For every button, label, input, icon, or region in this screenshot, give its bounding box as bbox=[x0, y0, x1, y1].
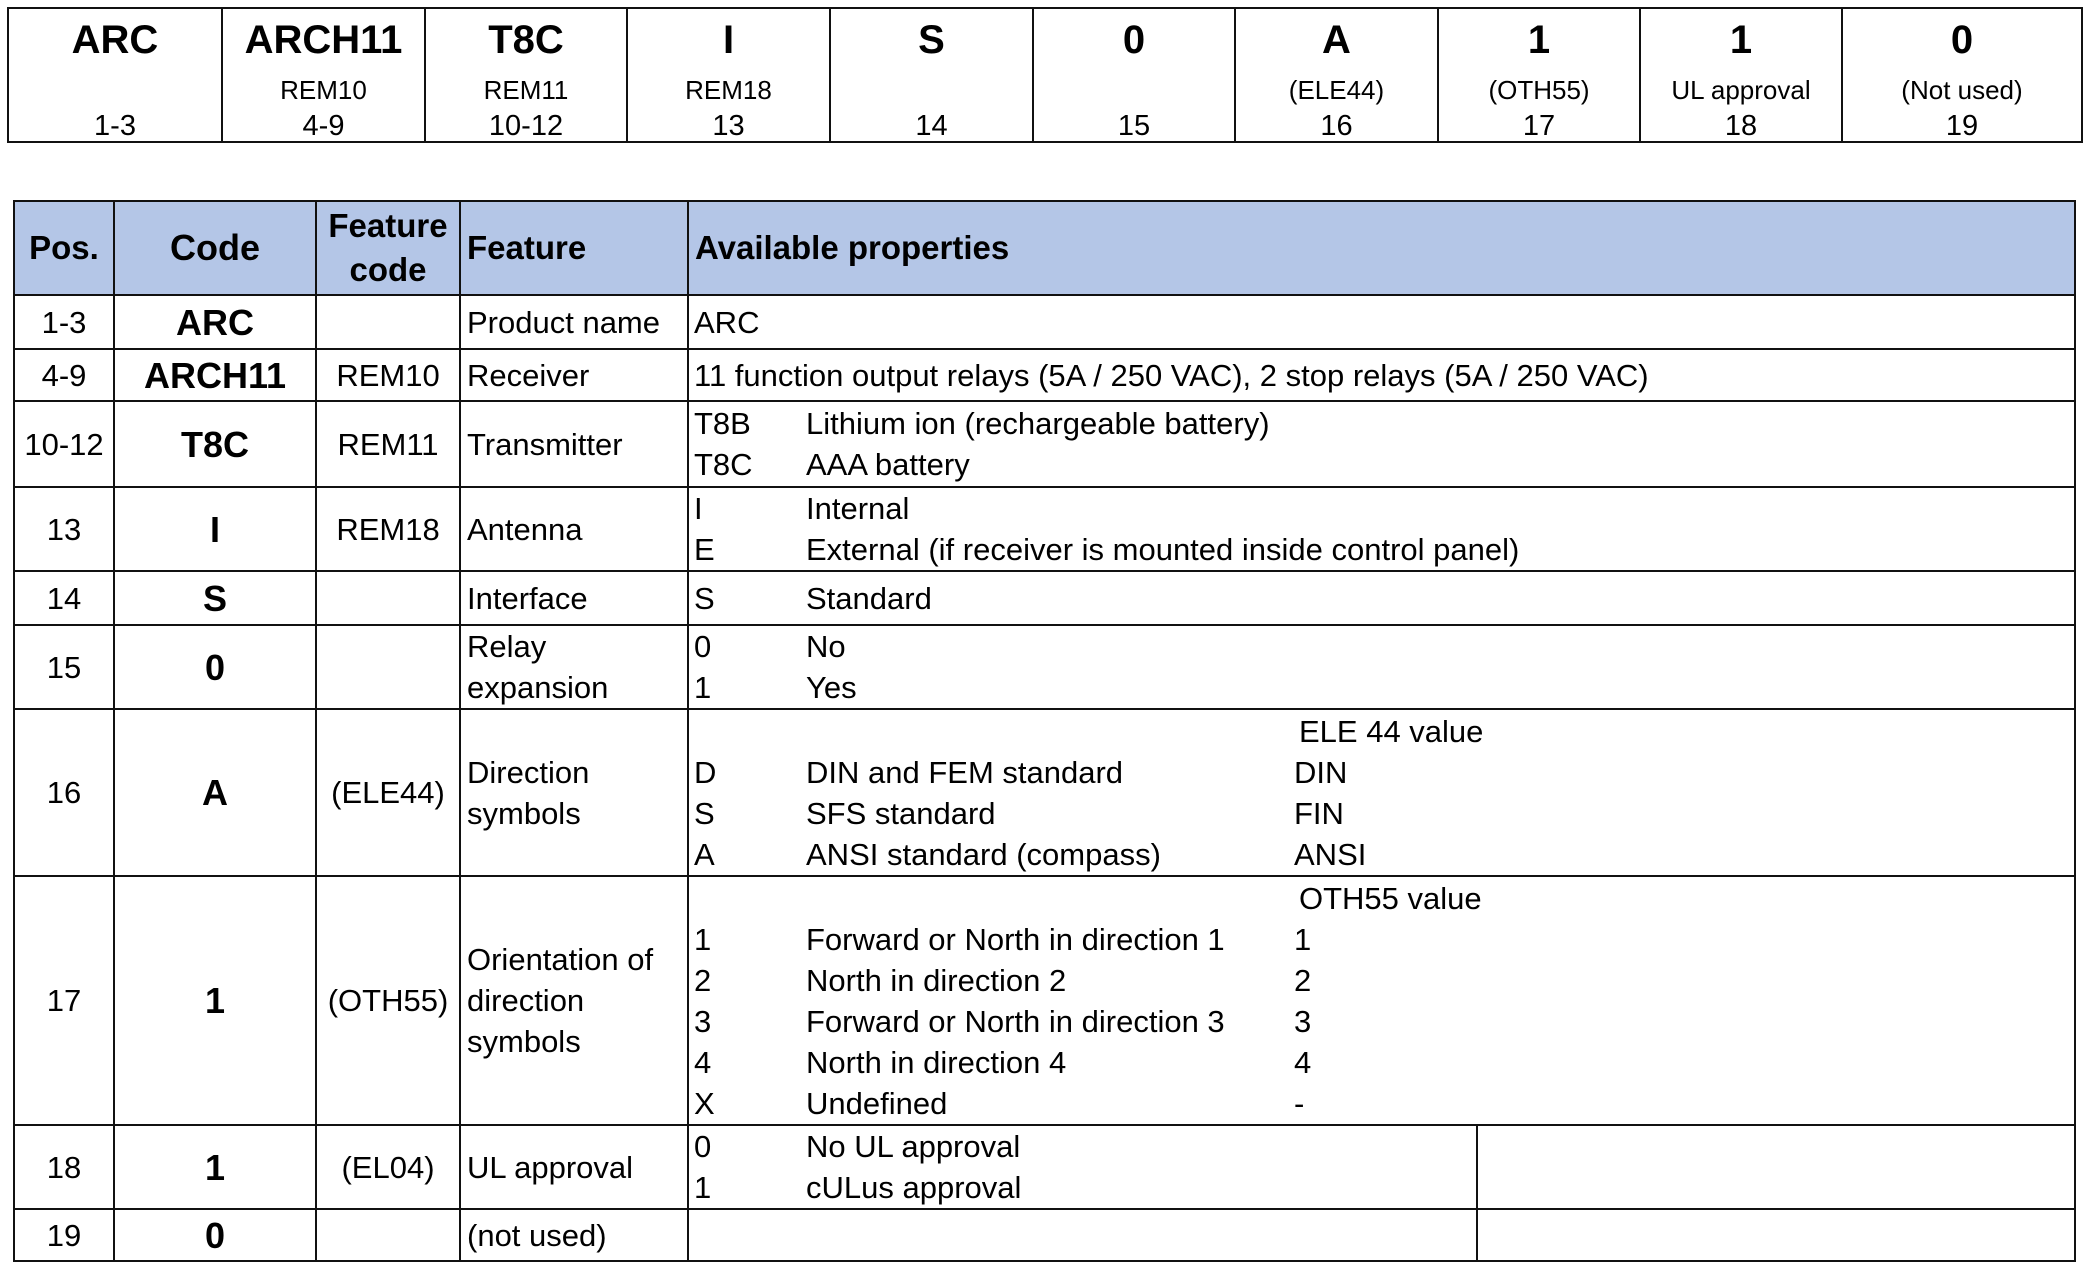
code-bar-feature bbox=[9, 77, 221, 103]
code-bar-pos: 15 bbox=[1117, 110, 1151, 142]
header-pos: Pos. bbox=[14, 201, 114, 295]
option-line bbox=[694, 667, 2074, 708]
row-feature: Direction symbols bbox=[460, 709, 688, 876]
option-key: I bbox=[694, 491, 703, 526]
option-key: 0 bbox=[694, 1129, 712, 1164]
option-desc: External (if receiver is mounted inside control panel) bbox=[806, 532, 1520, 567]
options-list bbox=[694, 626, 2074, 708]
option-key: 1 bbox=[694, 921, 712, 957]
option-desc: Forward or North in direction 1 bbox=[806, 921, 1225, 957]
option-desc: No UL approval bbox=[806, 1129, 1021, 1164]
row-feature-code bbox=[316, 571, 460, 625]
row-code: I bbox=[114, 487, 316, 571]
code-bar-code: 0 bbox=[1950, 18, 1974, 62]
code-bar-pos: 17 bbox=[1522, 110, 1556, 142]
code-bar-code: 1 bbox=[1527, 18, 1551, 62]
code-bar-cell bbox=[830, 8, 1033, 142]
code-bar-cell bbox=[425, 8, 627, 142]
row-pos: 19 bbox=[14, 1209, 114, 1261]
header-properties: Available properties bbox=[688, 201, 2075, 295]
row-code: T8C bbox=[114, 401, 316, 487]
option-desc: cULus approval bbox=[806, 1170, 1022, 1205]
option-line bbox=[694, 1167, 1476, 1208]
code-bar-cell bbox=[627, 8, 830, 142]
option-line bbox=[694, 529, 2074, 570]
table-row bbox=[14, 487, 2075, 571]
options-list bbox=[694, 1126, 1476, 1208]
code-bar-pos: 4-9 bbox=[302, 110, 345, 142]
row-properties bbox=[688, 401, 2075, 487]
table-row bbox=[14, 709, 2075, 876]
option-desc: North in direction 4 bbox=[806, 1044, 1067, 1080]
code-bar-code: S bbox=[918, 18, 945, 62]
code-bar-feature bbox=[1034, 77, 1234, 103]
value-header: OTH55 value bbox=[1299, 880, 1482, 916]
row-properties: ARC bbox=[688, 295, 2075, 349]
code-bar-feature: (OTH55) bbox=[1488, 75, 1590, 105]
code-bar-code: 1 bbox=[1729, 18, 1753, 62]
row-pos: 1-3 bbox=[14, 295, 114, 349]
option-key: T8C bbox=[694, 447, 753, 482]
code-bar bbox=[7, 7, 2083, 143]
option-line bbox=[694, 1126, 1476, 1167]
row-properties bbox=[688, 571, 2075, 625]
option-value: FIN bbox=[1294, 795, 1344, 831]
row-code: 1 bbox=[114, 876, 316, 1125]
code-bar-pos: 18 bbox=[1724, 110, 1758, 142]
code-bar-code: I bbox=[722, 18, 735, 62]
option-key: D bbox=[694, 754, 717, 790]
table-row bbox=[14, 1125, 2075, 1209]
option-line bbox=[694, 578, 2074, 619]
row-feature-code bbox=[316, 295, 460, 349]
row-feature: Receiver bbox=[460, 349, 688, 401]
option-key: A bbox=[694, 836, 715, 872]
code-bar-row bbox=[8, 8, 2082, 142]
row-feature-code: (ELE44) bbox=[316, 709, 460, 876]
option-desc: Undefined bbox=[806, 1085, 948, 1121]
row-feature-code: REM11 bbox=[316, 401, 460, 487]
spec-table bbox=[13, 200, 2076, 1262]
row-feature-code: (EL04) bbox=[316, 1125, 460, 1209]
code-bar-code: T8C bbox=[488, 18, 564, 62]
row-feature-code: REM10 bbox=[316, 349, 460, 401]
code-bar-cell bbox=[1842, 8, 2082, 142]
header-feature-code: Feature code bbox=[316, 201, 460, 295]
row-feature-code: REM18 bbox=[316, 487, 460, 571]
row-feature: UL approval bbox=[460, 1125, 688, 1209]
row-feature: Product name bbox=[460, 295, 688, 349]
code-bar-pos: 14 bbox=[915, 110, 948, 142]
table-header-row bbox=[14, 201, 2075, 295]
row-properties bbox=[688, 625, 2075, 709]
option-value: 2 bbox=[1294, 962, 1312, 998]
table-row bbox=[14, 876, 2075, 1125]
code-bar-feature bbox=[831, 77, 1032, 103]
row-code: S bbox=[114, 571, 316, 625]
row-feature-code: (OTH55) bbox=[316, 876, 460, 1125]
row-feature: Interface bbox=[460, 571, 688, 625]
header-feature: Feature bbox=[460, 201, 688, 295]
code-bar-cell bbox=[1640, 8, 1842, 142]
row-properties bbox=[688, 709, 2075, 876]
header-code: Code bbox=[114, 201, 316, 295]
option-line bbox=[694, 403, 2074, 444]
row-feature-code bbox=[316, 625, 460, 709]
row-code: 0 bbox=[114, 625, 316, 709]
option-line bbox=[694, 919, 2074, 960]
table-row bbox=[14, 1209, 2075, 1261]
row-pos: 16 bbox=[14, 709, 114, 876]
option-desc: AAA battery bbox=[806, 447, 970, 482]
code-bar-feature: REM11 bbox=[483, 75, 569, 105]
code-bar-pos: 1-3 bbox=[94, 110, 136, 142]
code-bar-pos: 13 bbox=[712, 110, 745, 142]
option-desc: No bbox=[806, 629, 846, 664]
code-bar-cell bbox=[1438, 8, 1640, 142]
options-list bbox=[694, 578, 2074, 619]
option-line bbox=[694, 1083, 2074, 1124]
option-line bbox=[694, 488, 2074, 529]
row-pos: 14 bbox=[14, 571, 114, 625]
table-row bbox=[14, 401, 2075, 487]
row-code: ARCH11 bbox=[114, 349, 316, 401]
option-line bbox=[694, 626, 2074, 667]
option-key: 1 bbox=[694, 1170, 712, 1205]
row-feature: (not used) bbox=[460, 1209, 688, 1261]
option-line bbox=[694, 960, 2074, 1001]
option-line bbox=[694, 752, 2074, 793]
row-feature: Orientation of direction symbols bbox=[460, 876, 688, 1125]
option-key: T8B bbox=[694, 406, 751, 441]
option-desc: Lithium ion (rechargeable battery) bbox=[806, 406, 1270, 441]
code-bar-feature: REM18 bbox=[685, 75, 772, 105]
row-feature-code bbox=[316, 1209, 460, 1261]
row-properties: 11 function output relays (5A / 250 VAC), 2 stop relays (5A / 250 VAC) bbox=[688, 349, 2075, 401]
code-bar-cell bbox=[8, 8, 222, 142]
option-key: 4 bbox=[694, 1044, 712, 1080]
row-properties-empty bbox=[1477, 1125, 2075, 1209]
code-bar-code: ARC bbox=[71, 18, 159, 62]
option-key: 1 bbox=[694, 670, 712, 705]
row-pos: 18 bbox=[14, 1125, 114, 1209]
option-line bbox=[694, 1001, 2074, 1042]
row-pos: 17 bbox=[14, 876, 114, 1125]
option-line bbox=[694, 1042, 2074, 1083]
options-list bbox=[694, 878, 2074, 1124]
row-properties bbox=[688, 487, 2075, 571]
code-bar-cell bbox=[222, 8, 425, 142]
option-key: 3 bbox=[694, 1003, 712, 1039]
option-key: S bbox=[694, 795, 715, 831]
code-bar-code: 0 bbox=[1122, 18, 1146, 62]
option-value: - bbox=[1294, 1085, 1305, 1121]
options-list bbox=[694, 403, 2074, 485]
table-row bbox=[14, 349, 2075, 401]
option-key: E bbox=[694, 532, 715, 567]
option-value: ANSI bbox=[1294, 836, 1367, 872]
options-list bbox=[694, 711, 2074, 875]
code-bar-feature: (ELE44) bbox=[1288, 75, 1385, 105]
option-desc: Forward or North in direction 3 bbox=[806, 1003, 1225, 1039]
code-bar-cell bbox=[1033, 8, 1235, 142]
value-header: ELE 44 value bbox=[1299, 713, 1484, 749]
option-desc: Yes bbox=[806, 670, 857, 705]
table-row bbox=[14, 295, 2075, 349]
code-bar-feature: (Not used) bbox=[1901, 75, 2023, 105]
code-bar-pos: 19 bbox=[1945, 110, 1979, 142]
row-properties bbox=[688, 1209, 1477, 1261]
code-bar-code: ARCH11 bbox=[244, 18, 403, 62]
row-pos: 10-12 bbox=[14, 401, 114, 487]
code-bar-pos: 10-12 bbox=[488, 110, 564, 142]
row-feature: Antenna bbox=[460, 487, 688, 571]
row-properties-empty bbox=[1477, 1209, 2075, 1261]
option-desc: Internal bbox=[806, 491, 910, 526]
row-feature: Transmitter bbox=[460, 401, 688, 487]
code-bar-cell bbox=[1235, 8, 1438, 142]
table-row bbox=[14, 625, 2075, 709]
code-bar-code: A bbox=[1322, 18, 1351, 62]
row-properties bbox=[688, 1125, 1477, 1209]
code-bar-pos: 16 bbox=[1320, 110, 1353, 142]
row-pos: 15 bbox=[14, 625, 114, 709]
option-desc: SFS standard bbox=[806, 795, 996, 831]
option-desc: ANSI standard (compass) bbox=[806, 836, 1161, 872]
option-desc: Standard bbox=[806, 580, 932, 616]
row-code: ARC bbox=[114, 295, 316, 349]
option-value: 3 bbox=[1294, 1003, 1312, 1039]
option-desc: North in direction 2 bbox=[806, 962, 1067, 998]
option-key: X bbox=[694, 1085, 715, 1121]
option-line bbox=[694, 834, 2074, 875]
row-code: A bbox=[114, 709, 316, 876]
option-desc: DIN and FEM standard bbox=[806, 754, 1124, 790]
option-value: 1 bbox=[1294, 921, 1312, 957]
row-pos: 13 bbox=[14, 487, 114, 571]
option-value: 4 bbox=[1294, 1044, 1312, 1080]
option-line bbox=[694, 444, 2074, 485]
option-key: 0 bbox=[694, 629, 712, 664]
options-list bbox=[694, 488, 2074, 570]
option-key: 2 bbox=[694, 962, 712, 998]
code-bar-feature: REM10 bbox=[280, 75, 367, 105]
row-properties bbox=[688, 876, 2075, 1125]
row-feature: Relay expansion bbox=[460, 625, 688, 709]
code-bar-feature: UL approval bbox=[1671, 75, 1811, 105]
option-key: S bbox=[694, 580, 715, 616]
row-code: 1 bbox=[114, 1125, 316, 1209]
row-code: 0 bbox=[114, 1209, 316, 1261]
row-pos: 4-9 bbox=[14, 349, 114, 401]
option-value: DIN bbox=[1294, 754, 1348, 790]
option-line bbox=[694, 793, 2074, 834]
table-row bbox=[14, 571, 2075, 625]
